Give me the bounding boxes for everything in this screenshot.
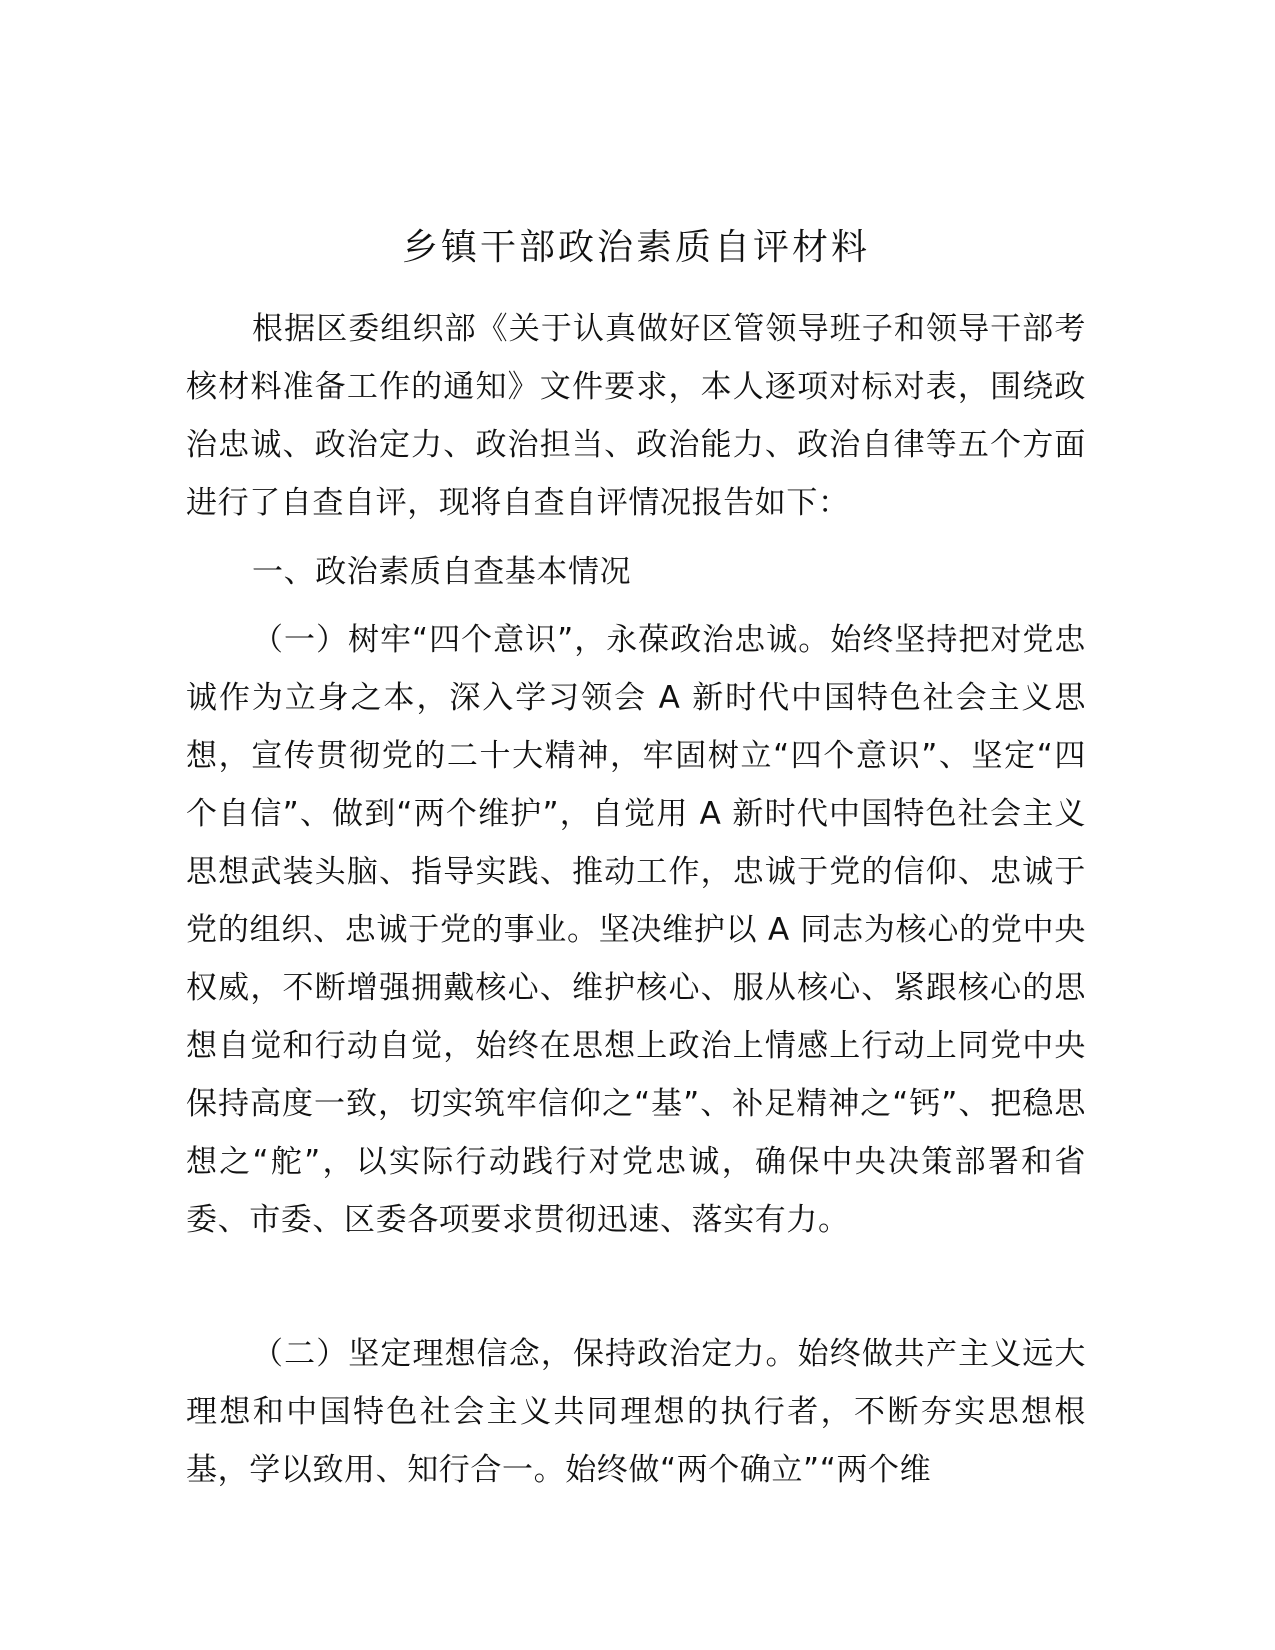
political-determination-paragraph: （二）坚定理想信念，保持政治定力。始终做共产主义远大理想和中国特色社会主义共同理想的执行者，不断夯实思想根基，学以致用、知行合一。始终做“两个确立”“两个维 bbox=[186, 1336, 1086, 1488]
section-heading: 一、政治素质自查基本情况 bbox=[252, 554, 632, 590]
intro-paragraph: 根据区委组织部《关于认真做好区管领导班子和领导干部考核材料准备工作的通知》文件要求，本人逐项对标对表，围绕政治忠诚、政治定力、政治担当、政治能力、政治自律等五个方面进行了自查自评，现将自查自评情况报告如下： bbox=[186, 311, 1086, 521]
document-title: 乡镇干部政治素质自评材料 bbox=[401, 227, 870, 268]
political-loyalty-paragraph: （一）树牢“四个意识”，永葆政治忠诚。始终坚持把对党忠诚作为立身之本，深入学习领会 A 新时代中国特色社会主义思想，宣传贯彻党的二十大精神，牢固树立“四个意识”、坚定“四个自信”、做到“两个维护”，自觉用 A 新时代中国特色社会主义思想武装头脑、指导实践、推动工作，忠诚于党的信仰、忠诚于党的组织、忠诚于党的事业。坚决维护以 A 同志为核心的党中央权威，不断增强拥戴核心、维护核心、服从核心、紧跟核心的思想自觉和行动自觉，始终在思想上政治上情感上行动上同党中央保持高度一致，切实筑牢信仰之“基”、补足精神之“钙”、把稳思想之“舵”，以实际行动践行对党忠诚，确保中央决策部署和省委、市委、区委各项要求贯彻迅速、落实有力。 bbox=[186, 622, 1086, 1238]
